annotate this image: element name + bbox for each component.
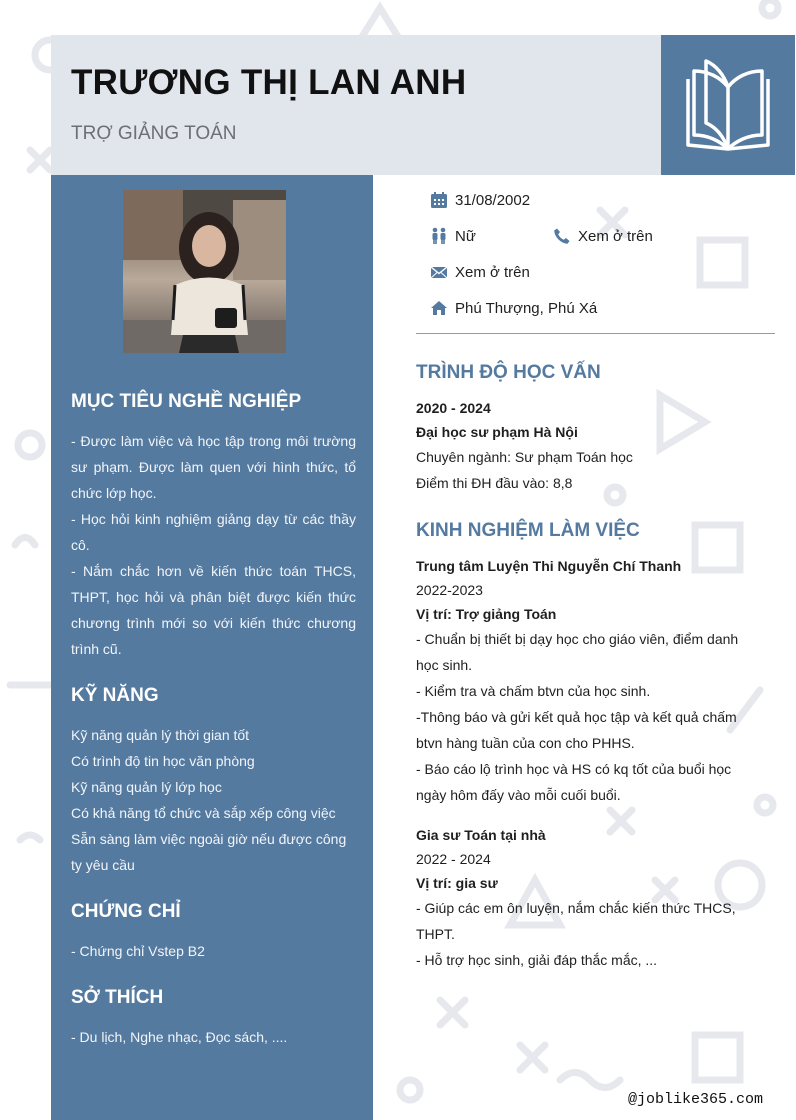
job-position: Vị trí: gia sư: [416, 875, 498, 891]
phone-row: [553, 227, 653, 245]
education-score: Điểm thi ĐH đầu vào: 8,8: [416, 475, 573, 491]
logo-box: [661, 35, 795, 175]
job-company: Trung tâm Luyện Thi Nguyễn Chí Thanh: [416, 558, 682, 574]
address-value: Phú Thượng, Phú Xá: [455, 299, 598, 317]
contact-divider: [416, 333, 775, 334]
skill-item: Có khả năng tổ chức và sắp xếp công việc: [71, 805, 336, 821]
calendar-icon: [430, 191, 448, 209]
skills-title: KỸ NĂNG: [71, 685, 159, 706]
job-position: Vị trí: Trợ giảng Toán: [416, 606, 557, 622]
job-title: TRỢ GIẢNG TOÁN: [71, 123, 237, 144]
certificate-item: - Chứng chỉ Vstep B2: [71, 943, 205, 959]
gender-value: Nữ: [455, 227, 476, 245]
skill-item: Kỹ năng quản lý lớp học: [71, 779, 222, 795]
education-title: TRÌNH ĐỘ HỌC VẤN: [416, 362, 601, 383]
education-major: Chuyên ngành: Sư phạm Toán học: [416, 449, 633, 465]
email-row: [430, 263, 530, 281]
job-duty: - Giúp các em ôn luyện, nắm chắc kiến thức THCS, THPT.: [416, 900, 736, 942]
objective-list: [71, 428, 356, 662]
certificates-title: CHỨNG CHỈ: [71, 901, 181, 922]
hobby-item: - Du lịch, Nghe nhạc, Đọc sách, ....: [71, 1029, 288, 1045]
objective-title: MỤC TIÊU NGHỀ NGHIỆP: [71, 391, 302, 412]
home-icon: [430, 299, 448, 317]
job-duty: - Hỗ trợ học sinh, giải đáp thắc mắc, ...: [416, 952, 658, 968]
envelope-icon: [430, 263, 448, 281]
birthday-value: 31/08/2002: [455, 191, 531, 209]
hobbies-list: [71, 1024, 356, 1050]
job-period: 2022-2023: [416, 582, 483, 598]
job-duty: -Thông báo và gửi kết quả học tập và kết quả chấm btvn hàng tuần của con cho PHHS.: [416, 709, 737, 751]
profile-photo: [123, 190, 286, 353]
job-duty: - Báo cáo lộ trình học và HS có kq tốt của buổi học ngày hôm đấy vào mỗi cuối buổi.: [416, 761, 732, 803]
sidebar: [51, 175, 373, 1120]
education-period: 2020 - 2024: [416, 400, 491, 416]
skill-item: Sẵn sàng làm việc ngoài giờ nếu được công ty yêu cầu: [71, 831, 347, 873]
job-period: 2022 - 2024: [416, 851, 491, 867]
address-row: [430, 299, 597, 317]
objective-item: - Được làm việc và học tập trong môi trường sư phạm. Được làm quen với hình thức, tổ chức lớp học.: [71, 433, 356, 501]
candidate-name: TRƯƠNG THỊ LAN ANH: [71, 63, 467, 102]
job-duty: - Chuẩn bị thiết bị dạy học cho giáo viên, điểm danh học sinh.: [416, 631, 739, 673]
job-duty: - Kiểm tra và chấm btvn của học sinh.: [416, 683, 651, 699]
header-banner: [51, 35, 661, 175]
objective-item: - Nắm chắc hơn về kiến thức toán THCS, THPT, học hỏi và phân biệt được kiến thức chương trình mới so với kiến thức chương trình cũ.: [71, 563, 356, 657]
skill-item: Có trình độ tin học văn phòng: [71, 753, 255, 769]
objective-item: - Học hỏi kinh nghiệm giảng dạy từ các thầy cô.: [71, 511, 356, 553]
education-school: Đại học sư phạm Hà Nội: [416, 424, 578, 440]
experience-job-1: [416, 554, 746, 808]
job-company: Gia sư Toán tại nhà: [416, 827, 546, 843]
gender-row: [430, 227, 476, 245]
phone-value: Xem ở trên: [578, 227, 653, 245]
people-icon: [430, 227, 448, 245]
skills-list: [71, 722, 356, 878]
open-book-icon: [680, 57, 776, 153]
birthday-row: [430, 191, 530, 209]
experience-job-2: [416, 823, 746, 973]
certificates-list: [71, 938, 356, 964]
skill-item: Kỹ năng quản lý thời gian tốt: [71, 727, 250, 743]
footer-watermark: @joblike365.com: [628, 1091, 764, 1108]
experience-title: KINH NGHIỆM LÀM VIỆC: [416, 520, 640, 541]
education-block: [416, 396, 746, 496]
hobbies-title: SỞ THÍCH: [71, 987, 164, 1008]
email-value: Xem ở trên: [455, 263, 530, 281]
phone-icon: [553, 227, 571, 245]
